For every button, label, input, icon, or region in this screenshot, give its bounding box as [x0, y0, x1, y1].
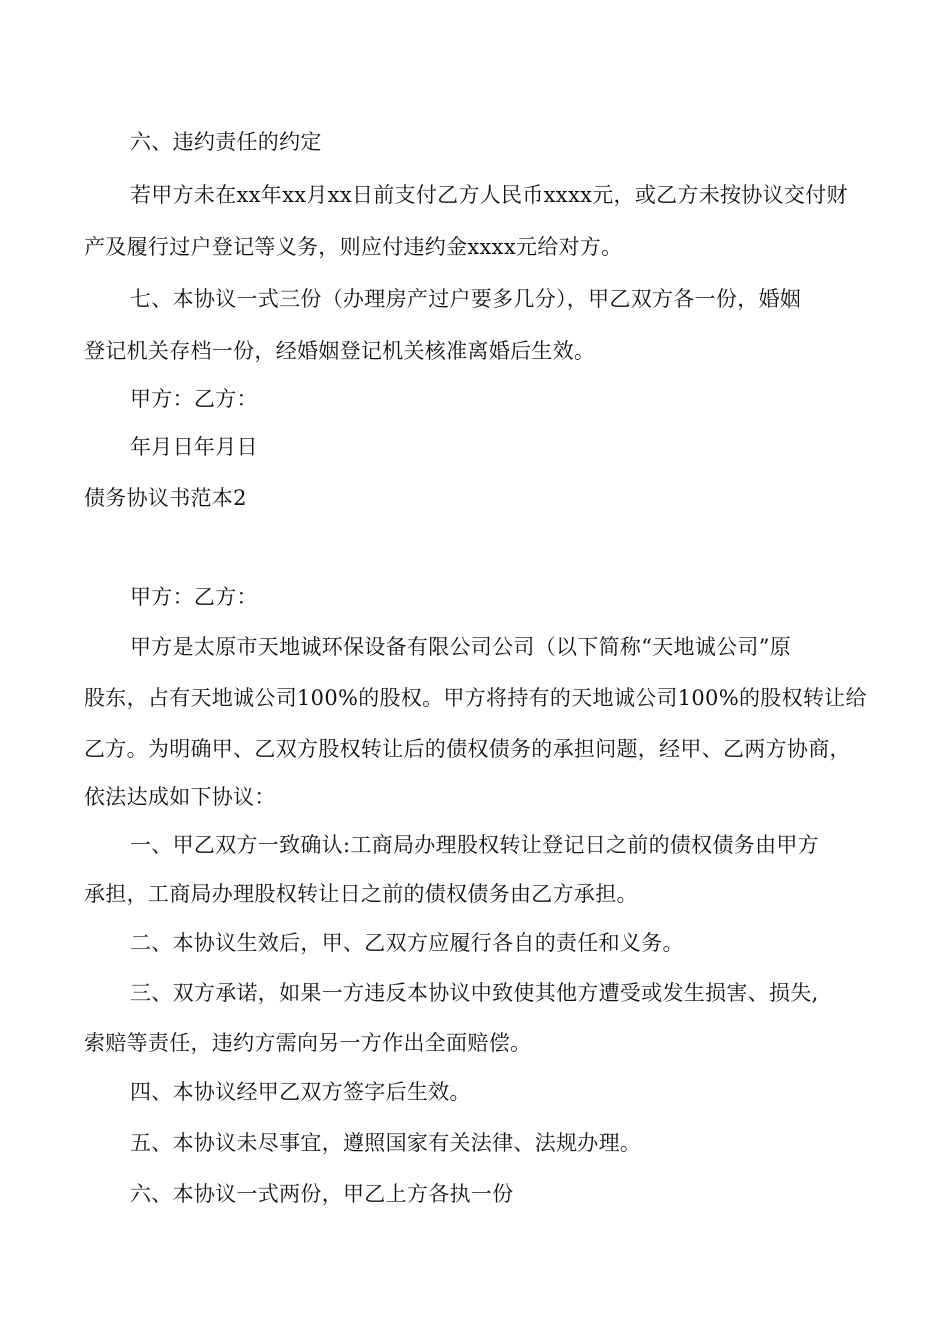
paragraph-line: 依法达成如下协议：	[84, 785, 276, 809]
section-heading-breach-liability: 六、违约责任的约定	[130, 130, 322, 154]
clause-line: 索赔等责任，违约方需向另一方作出全面赔偿。	[84, 1031, 532, 1055]
paragraph-line: 甲方是太原市天地诚环保设备有限公司公司（以下简称“天地诚公司”原	[130, 635, 792, 659]
paragraph-line: 登记机关存档一份，经婚姻登记机关核准离婚后生效。	[84, 339, 596, 363]
paragraph-line: 股东，占有天地诚公司100%的股权。甲方将持有的天地诚公司100%的股权转让给	[84, 686, 867, 710]
clause-line: 三、双方承诺，如果一方违反本协议中致使其他方遭受或发生损害、损失,	[130, 981, 819, 1005]
paragraph-line: 乙方。为明确甲、乙双方股权转让后的债权债务的承担问题，经甲、乙两方协商，	[84, 737, 851, 761]
paragraph-line: 若甲方未在xx年xx月xx日前支付乙方人民币xxxx元，或乙方未按协议交付财	[130, 183, 848, 207]
signature-dates: 年月日年月日	[130, 435, 258, 459]
clause-line: 一、甲乙双方一致确认:工商局办理股权转让登记日之前的债权债务由甲方	[130, 833, 819, 857]
signature-parties: 甲方：乙方：	[130, 387, 258, 411]
party-labels: 甲方：乙方：	[130, 585, 258, 609]
paragraph-line: 七、本协议一式三份（办理房产过户要多几分），甲乙双方各一份，婚姻	[130, 287, 802, 311]
document-subtitle: 债务协议书范本2	[84, 486, 247, 510]
clause-line: 四、本协议经甲乙双方签字后生效。	[130, 1080, 471, 1104]
paragraph-line: 产及履行过户登记等义务，则应付违约金xxxx元给对方。	[84, 235, 623, 259]
clause-line: 承担，工商局办理股权转让日之前的债权债务由乙方承担。	[84, 882, 638, 906]
clause-line: 六、本协议一式两份，甲乙上方各执一份	[130, 1182, 514, 1206]
clause-line: 二、本协议生效后，甲、乙双方应履行各自的责任和义务。	[130, 931, 684, 955]
clause-line: 五、本协议未尽事宜，遵照国家有关法律、法规办理。	[130, 1131, 642, 1155]
